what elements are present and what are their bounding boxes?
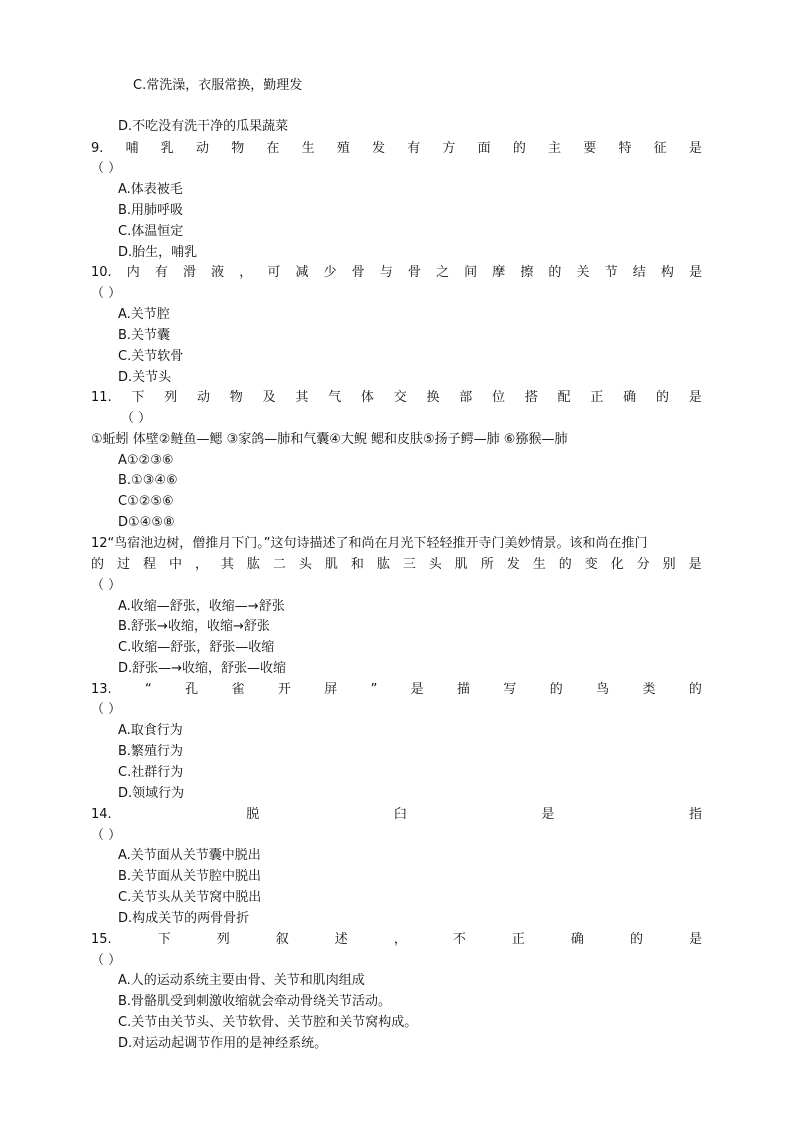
stem-char: 有 [407,141,421,156]
stem-char: 特 [618,141,632,156]
q9-option-b: B.用肺呼吸 [118,203,184,218]
q13-option-c: C.社群行为 [118,765,184,780]
q10-option-b: B.关节囊 [118,328,171,343]
stem-char: 体 [360,390,374,405]
stem-char: 物 [229,390,243,405]
stem-char: 搭 [524,390,538,405]
stem-char: 液 [211,265,225,280]
q11-stem [91,388,702,408]
stem-char: 描 [457,682,471,697]
stem-char: 的 [558,557,572,572]
q10-answer-paren: （ ） [91,286,122,301]
stem-char: 头 [428,557,442,572]
stem-char: 别 [662,557,676,572]
stem-char: 要 [583,141,597,156]
stem-char: 动 [196,141,210,156]
question-number: 13. [91,682,112,697]
question-number: 11. [91,390,112,405]
stem-char: 哺 [125,141,139,156]
stem-char: 孔 [185,682,199,697]
q11-answer-paren: （ ） [121,411,152,426]
q13-stem [91,680,702,700]
stem-char: 与 [379,265,393,280]
q12-stem-line2 [91,555,702,575]
stem-char: 三 [402,557,416,572]
stem-char: 气 [328,390,342,405]
stem-char: 是 [410,682,424,697]
stem-char: 的 [91,557,105,572]
stem-char: 其 [295,390,309,405]
q11-option-b: B.①③④⑥ [118,473,178,488]
stem-char: 交 [393,390,407,405]
stem-char: 化 [610,557,624,572]
q12-option-b: B.舒张→收缩，收缩→舒张 [118,619,270,634]
stem-char: 的 [629,932,643,947]
q12-option-c: C.收缩—舒张，舒张—收缩 [118,640,275,655]
stem-char: 确 [570,932,584,947]
stem-char: 叙 [275,932,289,947]
stem-char: 肌 [324,557,338,572]
stem-char: 方 [442,141,456,156]
stem-char: 面 [477,141,491,156]
stem-char: 的 [512,141,526,156]
stem-char: 乳 [160,141,174,156]
stem-char: 有 [154,265,168,280]
q14-option-a: A.关节面从关节囊中脱出 [118,848,261,863]
question-number: 9. [91,141,104,156]
q10-option-d: D.关节头 [118,370,172,385]
q9-stem [91,139,702,159]
stem-char: 是 [688,390,702,405]
q14-answer-paren: （ ） [91,828,122,843]
q11-option-c: C①②⑤⑥ [118,494,174,509]
q11-option-a: A①②③⑥ [118,453,174,468]
stem-char: 殖 [336,141,350,156]
stem-char: 述 [334,932,348,947]
stem-char: 动 [197,390,211,405]
q14-stem [91,805,702,825]
stem-char: 雀 [231,682,245,697]
stem-char: 列 [164,390,178,405]
stem-char: 骨 [351,265,365,280]
q13-option-a: A.取食行为 [118,723,183,738]
stem-char: 中 [168,557,182,572]
q10-stem [91,263,702,283]
q13-option-b: B.繁殖行为 [118,744,184,759]
stem-char: 开 [277,682,291,697]
stem-char: 类 [642,682,656,697]
stem-char: 位 [492,390,506,405]
stem-char: 换 [426,390,440,405]
stem-char: 配 [557,390,571,405]
stem-char: 构 [660,265,674,280]
stem-char: 确 [623,390,637,405]
stem-char: 写 [503,682,517,697]
q12-answer-paren: （ ） [91,578,122,593]
question-number: 15. [91,932,112,947]
stem-char: 关 [576,265,590,280]
stem-char: 程 [142,557,156,572]
stem-char: “ [145,682,152,697]
q13-answer-paren: （ ） [91,702,122,717]
stem-char: 列 [216,932,230,947]
stem-char: 是 [688,141,702,156]
q15-option-c: C.关节由关节头、关节软骨、关节腔和关节窝构成。 [118,1015,418,1030]
q14-option-c: C.关节头从关节窝中脱出 [118,890,262,905]
q15-option-a: A.人的运动系统主要由骨、关节和肌肉组成 [118,973,365,988]
q9-option-a: A.体表被毛 [118,182,183,197]
stem-char: 节 [604,265,618,280]
stem-char: 的 [688,682,702,697]
stem-char: 结 [632,265,646,280]
stem-char: 减 [295,265,309,280]
stem-char: 部 [459,390,473,405]
q15-option-b: B.骨骼肌受到刺激收缩就会牵动骨绕关节活动。 [118,994,392,1009]
stem-char: 主 [548,141,562,156]
stem-char: 摩 [492,265,506,280]
stem-char: 肌 [454,557,468,572]
stem-char: 骨 [407,265,421,280]
q13-option-d: D.领域行为 [118,786,185,801]
stem-char: 指 [688,807,702,822]
q8-option-d: D.不吃没有洗干净的瓜果蔬菜 [118,119,289,134]
stem-char: 在 [266,141,280,156]
stem-char: 肱 [376,557,390,572]
stem-char: 不 [452,932,466,947]
stem-char: 是 [688,265,702,280]
q9-option-c: C.体温恒定 [118,224,184,239]
q9-answer-paren: （ ） [91,161,122,176]
stem-char: 可 [267,265,281,280]
q15-answer-paren: （ ） [91,953,122,968]
stem-char: 间 [464,265,478,280]
stem-char: 擦 [520,265,534,280]
stem-char: 生 [301,141,315,156]
stem-char: 是 [688,932,702,947]
stem-char: 及 [262,390,276,405]
stem-char: 鸟 [596,682,610,697]
stem-char: 头 [298,557,312,572]
stem-char: ， [239,265,253,280]
q9-option-d: D.胎生，哺乳 [118,245,198,260]
q12-option-a: A.收缩—舒张，收缩—→舒张 [118,599,285,614]
stem-char: 变 [584,557,598,572]
stem-char: 是 [688,557,702,572]
stem-char: 发 [372,141,386,156]
q15-option-d: D.对运动起调节作用的是神经系统。 [118,1036,328,1051]
stem-char: 之 [435,265,449,280]
stem-char: 二 [272,557,286,572]
stem-char: 的 [548,265,562,280]
q8-option-c: C.常洗澡，衣服常换，勤理发 [133,78,303,93]
q14-option-d: D.构成关节的两骨骨折 [118,911,250,926]
stem-char: 发 [506,557,520,572]
stem-char: ， [393,932,407,947]
stem-char: 臼 [393,807,407,822]
stem-char: 肱 [246,557,260,572]
q14-option-b: B.关节面从关节腔中脱出 [118,869,262,884]
stem-char: ， [194,557,208,572]
stem-char: 分 [636,557,650,572]
stem-char: 其 [220,557,234,572]
q11-option-d: D①④⑤⑧ [118,515,175,530]
q10-option-c: C.关节软骨 [118,349,184,364]
q12-stem-line1: 12“鸟宿池边树，僧推月下门。”这句诗描述了和尚在月光下轻轻推开寺门美妙情景。该和尚在推门 [91,536,648,551]
stem-char: 的 [655,390,669,405]
stem-char: 征 [653,141,667,156]
stem-char: 物 [231,141,245,156]
stem-char: 的 [549,682,563,697]
stem-char: 正 [511,932,525,947]
q10-option-a: A.关节腔 [118,307,170,322]
stem-char: 是 [541,807,555,822]
stem-char: 脱 [246,807,260,822]
question-number: 14. [91,807,112,822]
stem-char: 和 [350,557,364,572]
stem-char: ” [370,682,378,697]
stem-char: 正 [590,390,604,405]
stem-char: 滑 [183,265,197,280]
q12-option-d: D.舒张—→收缩，舒张—收缩 [118,661,287,676]
q11-item-list: ①蚯蚓 体壁②鲢鱼—鳃 ③家鸽—肺和气囊④大鲵 鳃和皮肤⑤扬子鳄—肺 ⑥猕猴—肺 [91,432,568,447]
question-number: 10. [91,265,112,280]
stem-char: 下 [131,390,145,405]
stem-char: 过 [116,557,130,572]
stem-char: 生 [532,557,546,572]
stem-char: 屏 [324,682,338,697]
stem-char: 内 [126,265,140,280]
stem-char: 所 [480,557,494,572]
stem-char: 少 [323,265,337,280]
stem-char: 下 [157,932,171,947]
q15-stem [91,930,702,950]
